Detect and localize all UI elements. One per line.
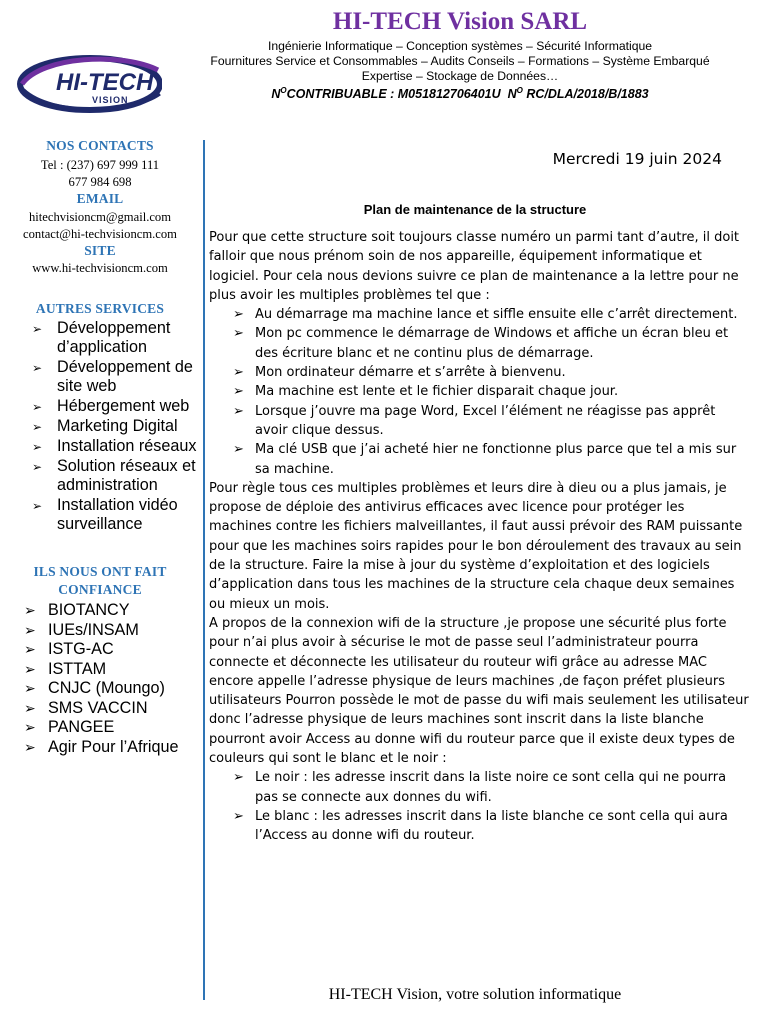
arrow-bullet-icon: ➢ — [233, 808, 244, 824]
vertical-divider — [203, 140, 205, 1000]
arrow-bullet-icon: ➢ — [32, 420, 43, 434]
client-item-text: CNJC (Moungo) — [48, 679, 165, 697]
arrow-bullet-icon: ➢ — [32, 440, 43, 454]
problem-item-text: Mon pc commence le démarrage de Windows et affiche un écran bleu et des écriture blanc et ne continu plus de démarrage. — [255, 326, 729, 361]
header-line-3: Expertise – Stockage de Données… — [361, 69, 559, 83]
arrow-bullet-icon: ➢ — [233, 442, 244, 458]
service-item-text: Marketing Digital — [57, 417, 178, 435]
service-item-text: Hébergement web — [57, 397, 190, 415]
service-item-text: Développement d’application — [57, 319, 171, 356]
client-item — [0, 699, 200, 719]
services-heading: AUTRES SERVICES — [35, 301, 165, 316]
arrow-bullet-icon: ➢ — [24, 719, 36, 735]
problem-item — [209, 382, 749, 401]
problem-item — [209, 402, 749, 441]
client-item — [0, 601, 200, 621]
client-item-text: ISTG-AC — [48, 640, 114, 658]
contacts-heading: NOS CONTACTS — [46, 138, 154, 153]
svg-text:VISION: VISION — [92, 95, 129, 105]
clients-heading-2: CONFIANCE — [58, 582, 142, 597]
arrow-bullet-icon: ➢ — [32, 460, 43, 474]
email-2[interactable]: contact@hi-techvisioncm.com — [23, 227, 177, 241]
arrow-bullet-icon: ➢ — [233, 365, 244, 381]
service-item — [0, 397, 200, 416]
site-heading: SITE — [84, 243, 116, 258]
client-item — [0, 738, 200, 758]
client-item — [0, 679, 200, 699]
document-date: Mercredi 19 juin 2024 — [552, 150, 722, 168]
service-item — [0, 437, 200, 456]
document-title: Plan de maintenance de la structure — [363, 202, 587, 217]
service-item — [0, 358, 200, 396]
arrow-bullet-icon: ➢ — [233, 770, 244, 786]
client-item-text: BIOTANCY — [48, 601, 130, 619]
problem-item — [209, 305, 749, 324]
client-item — [0, 640, 200, 660]
problem-item-text: Au démarrage ma machine lance et siffle ensuite elle c’arrêt directement. — [255, 307, 738, 323]
header-line-2: Fournitures Service et Consommables – Audits Conseils – Formations – Système Embarqué — [210, 54, 710, 68]
services-list — [0, 319, 200, 534]
service-item-text: Développement de site web — [57, 358, 193, 395]
arrow-bullet-icon: ➢ — [233, 307, 244, 323]
arrow-bullet-icon: ➢ — [233, 384, 244, 400]
arrow-bullet-icon: ➢ — [233, 326, 244, 342]
client-item-text: PANGEE — [48, 718, 115, 736]
arrow-bullet-icon: ➢ — [24, 602, 36, 618]
color-rule-item — [209, 768, 749, 807]
problem-item-text: Lorsque j’ouvre ma page Word, Excel l’élément ne réagisse pas apprêt avoir clique dessus. — [255, 403, 716, 438]
arrow-bullet-icon: ➢ — [32, 499, 43, 513]
arrow-bullet-icon: ➢ — [24, 660, 36, 677]
client-item-text: SMS VACCIN — [48, 698, 148, 717]
paragraph-3: A propos de la connexion wifi de la structure ,je propose une sécurité plus forte pour n’ai plus avoir à sécurise le mot de passe seul l’administrateur pourra connecte et déconnecte les utilisateur du routeur wifi grâce au adresse MAC encore appelle l’adresse physique de leurs machines ,de façon préfet plusieurs utilisateurs Pourron possède le mot de passe du wifi mais seulement les utilisateur donc l’adresse physique de leurs machines sont inscrit dans la liste blanche pourront avoir Access au donne wifi du routeur parce que il existe deux types de couleurs qui sont le blanc et le noir : — [209, 615, 749, 767]
service-item — [0, 496, 200, 534]
arrow-bullet-icon: ➢ — [24, 621, 36, 638]
client-item — [0, 718, 200, 738]
arrow-bullet-icon: ➢ — [24, 680, 36, 696]
arrow-bullet-icon: ➢ — [24, 699, 36, 716]
arrow-bullet-icon: ➢ — [233, 403, 244, 419]
hi-tech-logo-icon — [12, 50, 162, 118]
phone-2: 677 984 698 — [68, 175, 132, 189]
header-line-1: Ingénierie Informatique – Conception systèmes – Sécurité Informatique — [267, 39, 653, 53]
problem-item — [209, 324, 749, 363]
footer-slogan: HI-TECH Vision, votre solution informatique — [328, 986, 622, 1003]
service-item-text: Installation réseaux — [57, 437, 197, 455]
color-rule-item-text: Le blanc : les adresses inscrit dans la liste blanche ce sont cella qui aura l’Access au donne wifi du routeur. — [255, 808, 728, 844]
svg-text:HI-TECH: HI-TECH — [56, 69, 154, 96]
company-name: HI-TECH Vision SARL — [332, 8, 588, 35]
problem-item — [209, 363, 749, 382]
colors-list — [209, 768, 749, 845]
problem-item-text: Ma machine est lente et le fichier disparait chaque jour. — [255, 384, 619, 400]
email-heading: EMAIL — [76, 191, 124, 206]
service-item — [0, 457, 200, 495]
contribuable-line: $N^OCONTRIBUABLE$ : M051812706401U $N^O$ RC/DLA/2018/B/1883 — [271, 86, 649, 102]
problems-list — [209, 305, 749, 479]
intro-paragraph: Pour que cette structure soit toujours classe numéro un parmi tant d’autre, il doit falloir que nous prénom soin de nos appareille, équipement informatique et logiciel. Pour cela nous devions suivre ce plan de maintenance a la lettre pour ne plus avoir les multiples problèmes tel que : — [209, 230, 740, 303]
arrow-bullet-icon: ➢ — [24, 738, 36, 755]
site-url[interactable]: www.hi-techvisioncm.com — [32, 261, 168, 275]
service-item — [0, 417, 200, 436]
client-item — [0, 660, 200, 680]
paragraph-2: Pour règle tous ces multiples problèmes et leurs dire à dieu ou a plus jamais, je propose de déploie des antivirus efficaces avec licence pour protéger les machines contre les fichiers malveillantes, il faut aussi prévoir des RAM puissante pour que les machines soirs rapides pour le bon déroulement des travaux au sein de la structure. Faire la mise à jour du système d’exploitation et des logiciels d’application dans tous les machines de la structure cela chaque deux semaines ou mieux un mois. — [209, 480, 743, 612]
company-logo — [12, 50, 162, 118]
client-item-text: ISTTAM — [48, 659, 107, 678]
sidebar — [0, 134, 200, 757]
service-item-text: Solution réseaux et administration — [57, 457, 196, 494]
client-item — [0, 621, 200, 641]
problem-item-text: Ma clé USB que j’ai acheté hier ne fonctionne plus parce que tel a mis sur sa machine. — [255, 442, 737, 477]
color-rule-item-text: Le noir : les adresse inscrit dans la liste noire ce sont cella qui ne pourra pas se connecte aux donnes du wifi. — [255, 770, 727, 805]
problem-item — [209, 440, 749, 479]
color-rule-item — [209, 807, 749, 846]
arrow-bullet-icon: ➢ — [32, 322, 43, 336]
arrow-bullet-icon: ➢ — [32, 361, 43, 375]
service-item-text: Installation vidéo surveillance — [57, 496, 178, 533]
clients-heading-1: ILS NOUS ONT FAIT — [33, 564, 167, 579]
service-item — [0, 319, 200, 357]
clients-list — [0, 601, 200, 757]
email-1[interactable]: hitechvisioncm@gmail.com — [28, 210, 172, 224]
document-body — [209, 228, 749, 846]
client-item-text: IUEs/INSAM — [48, 620, 139, 639]
arrow-bullet-icon: ➢ — [24, 641, 36, 657]
problem-item-text: Mon ordinateur démarre et s’arrête à bienvenu. — [255, 365, 566, 381]
arrow-bullet-icon: ➢ — [32, 400, 43, 414]
client-item-text: Agir Pour l’Afrique — [48, 737, 179, 756]
phone-1: Tel : (237) 697 999 111 — [40, 158, 160, 172]
